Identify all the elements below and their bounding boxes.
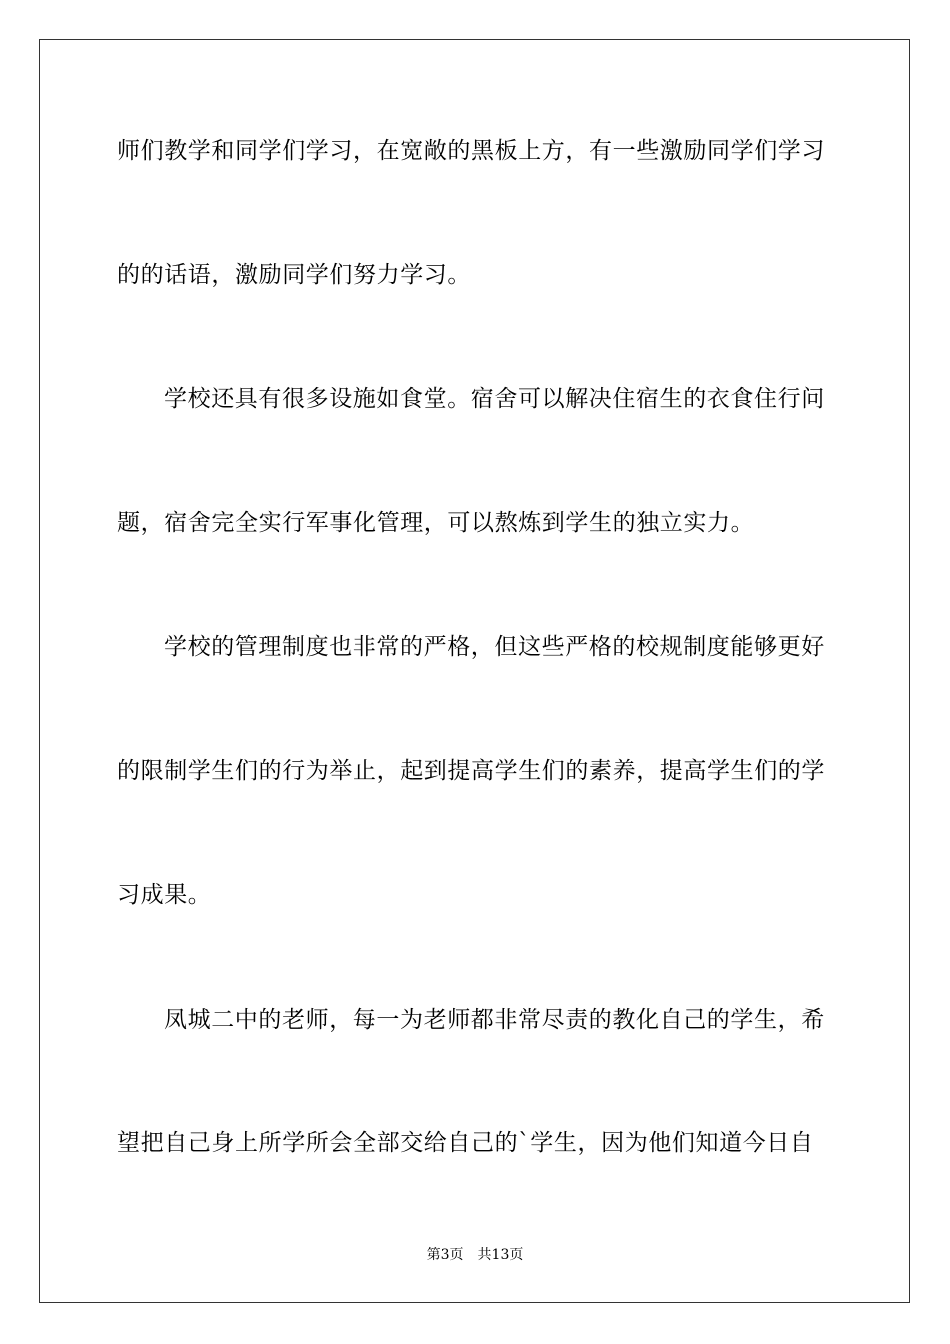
text-line: 师们教学和同学们学习，在宽敞的黑板上方，有一些激励同学们学习 [117,138,825,164]
text-line: 的限制学生们的行为举止，起到提高学生们的素养，提高学生们的学 [117,758,825,784]
page-footer [0,1246,950,1264]
paragraph-start-line: 学校的管理制度也非常的严格，但这些严格的校规制度能够更好 [164,634,825,660]
text-line: 题，宿舍完全实行军事化管理，可以熬炼到学生的独立实力。 [117,510,755,536]
text-line: 的的话语，激励同学们努力学习。 [117,262,471,288]
paragraph-start-line: 凤城二中的老师，每一为老师都非常尽责的教化自己的学生，希 [164,1007,825,1033]
page-border [39,39,910,1303]
text-line: 望把自己身上所学所会全部交给自己的`学生，因为他们知道今日自 [117,1130,814,1156]
page-total: 共13页 [477,1247,524,1263]
paragraph-start-line: 学校还具有很多设施如食堂。宿舍可以解决住宿生的衣食住行问 [164,386,825,412]
text-line: 习成果。 [117,882,212,908]
page-number: 第3页 [426,1247,464,1263]
